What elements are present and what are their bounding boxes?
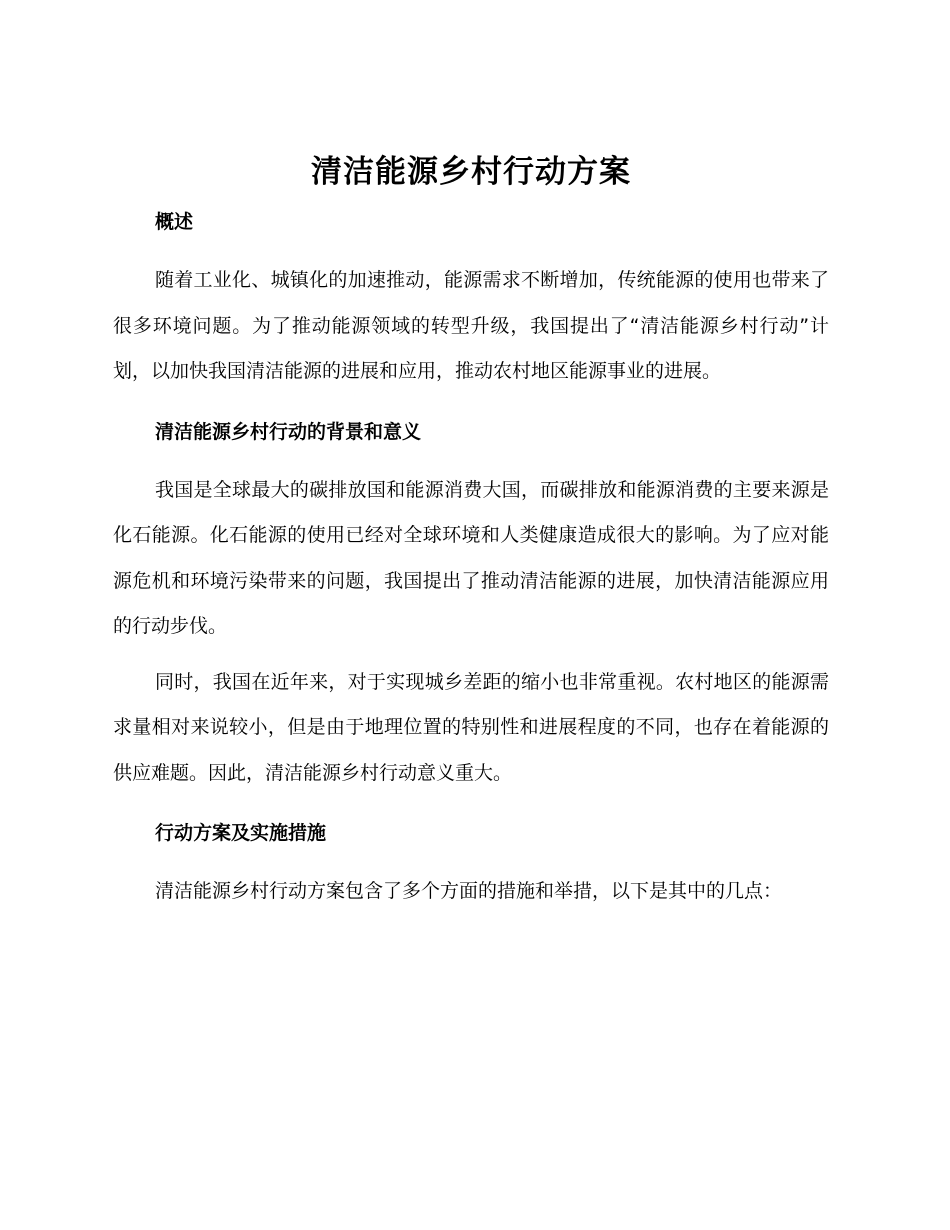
- section-heading-overview: 概述: [155, 211, 194, 233]
- document-body: [113, 150, 829, 915]
- paragraph-action-plan: 清洁能源乡村行动方案包含了多个方面的措施和举措，以下是其中的几点：: [155, 880, 783, 902]
- document-title: 清洁能源乡村行动方案: [311, 154, 631, 190]
- paragraph-overview: 随着工业化、城镇化的加速推动，能源需求不断增加，传统能源的使用也带来了很多环境问题。为了推动能源领域的转型升级，我国提出了“清洁能源乡村行动”计划，以加快我国清洁能源的进展和应用，推动农村地区能源事业的进展。: [113, 269, 829, 382]
- paragraph-background-2: 同时，我国在近年来，对于实现城乡差距的缩小也非常重视。农村地区的能源需求量相对来说较小，但是由于地理位置的特别性和进展程度的不同，也存在着能源的供应难题。因此，清洁能源乡村行动意义重大。: [113, 670, 829, 784]
- paragraph-background-1: 我国是全球最大的碳排放国和能源消费大国，而碳排放和能源消费的主要来源是化石能源。化石能源的使用已经对全球环境和人类健康造成很大的影响。为了应对能源危机和环境污染带来的问题，我国提出了推动清洁能源的进展，加快清洁能源应用的行动步伐。: [113, 478, 829, 637]
- section-heading-action-plan: 行动方案及实施措施: [155, 822, 327, 844]
- section-heading-background: 清洁能源乡村行动的背景和意义: [155, 420, 422, 443]
